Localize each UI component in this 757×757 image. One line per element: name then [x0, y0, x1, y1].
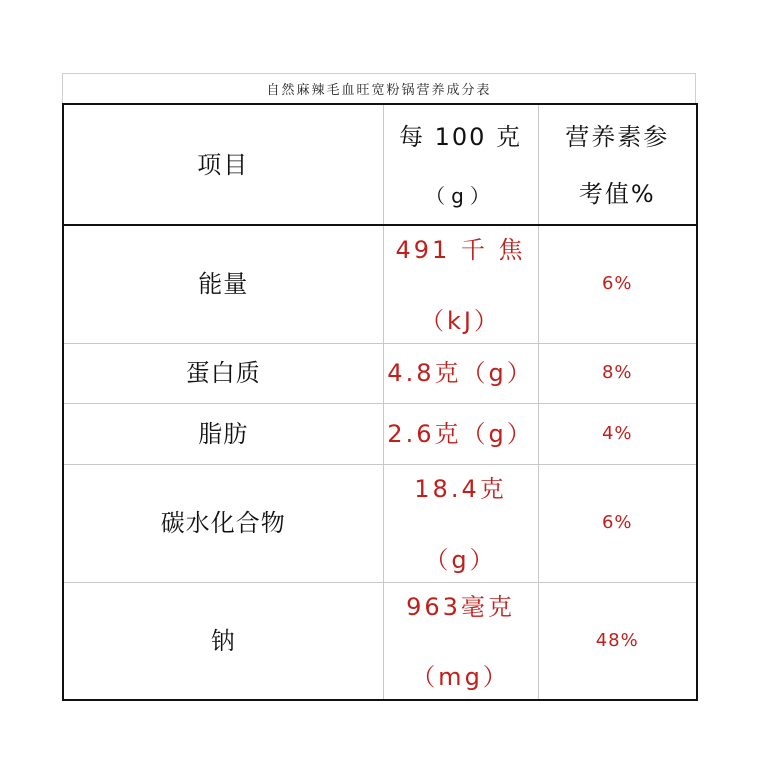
item-cell [63, 225, 383, 343]
header-item-cell [63, 104, 383, 225]
item-cell [63, 343, 383, 403]
nrv-value: 6% [601, 273, 633, 295]
header-item: 项目 [197, 150, 250, 179]
item-cell [63, 403, 383, 464]
table-title: 自然麻辣毛血旺宽粉锅营养成分表 [62, 73, 696, 103]
item-cell [63, 582, 383, 700]
value-line1: 491 千 焦 [395, 236, 526, 264]
table-row [63, 403, 697, 464]
header-per100-line1: 每 100 克 [398, 123, 523, 151]
value-cell [383, 582, 538, 700]
header-nrv-line2: 考值% [578, 180, 656, 208]
value-line1: 2.6克（g） [387, 419, 534, 448]
header-per100-cell [383, 104, 538, 225]
value-line2: （mg） [411, 663, 510, 691]
value-cell [383, 403, 538, 464]
nrv-cell [538, 343, 697, 403]
nutrition-table [62, 103, 698, 701]
value-cell [383, 464, 538, 582]
item-label: 碳水化合物 [160, 509, 286, 537]
table-row [63, 464, 697, 582]
value-line1: 4.8克（g） [387, 359, 534, 387]
item-label: 钠 [210, 626, 236, 655]
nrv-cell [538, 225, 697, 343]
nrv-value: 48% [595, 629, 639, 651]
value-line2: （kJ） [420, 306, 501, 335]
value-cell [383, 343, 538, 403]
nrv-cell [538, 464, 697, 582]
nrv-value: 6% [601, 512, 633, 533]
header-nrv-cell [538, 104, 697, 225]
table-header-row [63, 104, 697, 225]
table-row [63, 343, 697, 403]
nrv-value: 4% [601, 422, 633, 444]
nrv-cell [538, 403, 697, 464]
item-label: 能量 [198, 270, 249, 299]
value-cell [383, 225, 538, 343]
header-nrv-line1: 营养素参 [565, 123, 670, 151]
item-cell [63, 464, 383, 582]
header-per100-line2: （g） [425, 184, 496, 208]
nrv-value: 8% [601, 362, 633, 383]
item-label: 蛋白质 [185, 359, 261, 387]
value-line1: 18.4克 [414, 474, 507, 503]
table-row [63, 582, 697, 700]
value-line1: 963毫克 [406, 592, 515, 621]
value-line2: （g） [424, 545, 497, 574]
nrv-cell [538, 582, 697, 700]
item-label: 脂肪 [198, 419, 249, 448]
table-row [63, 225, 697, 343]
